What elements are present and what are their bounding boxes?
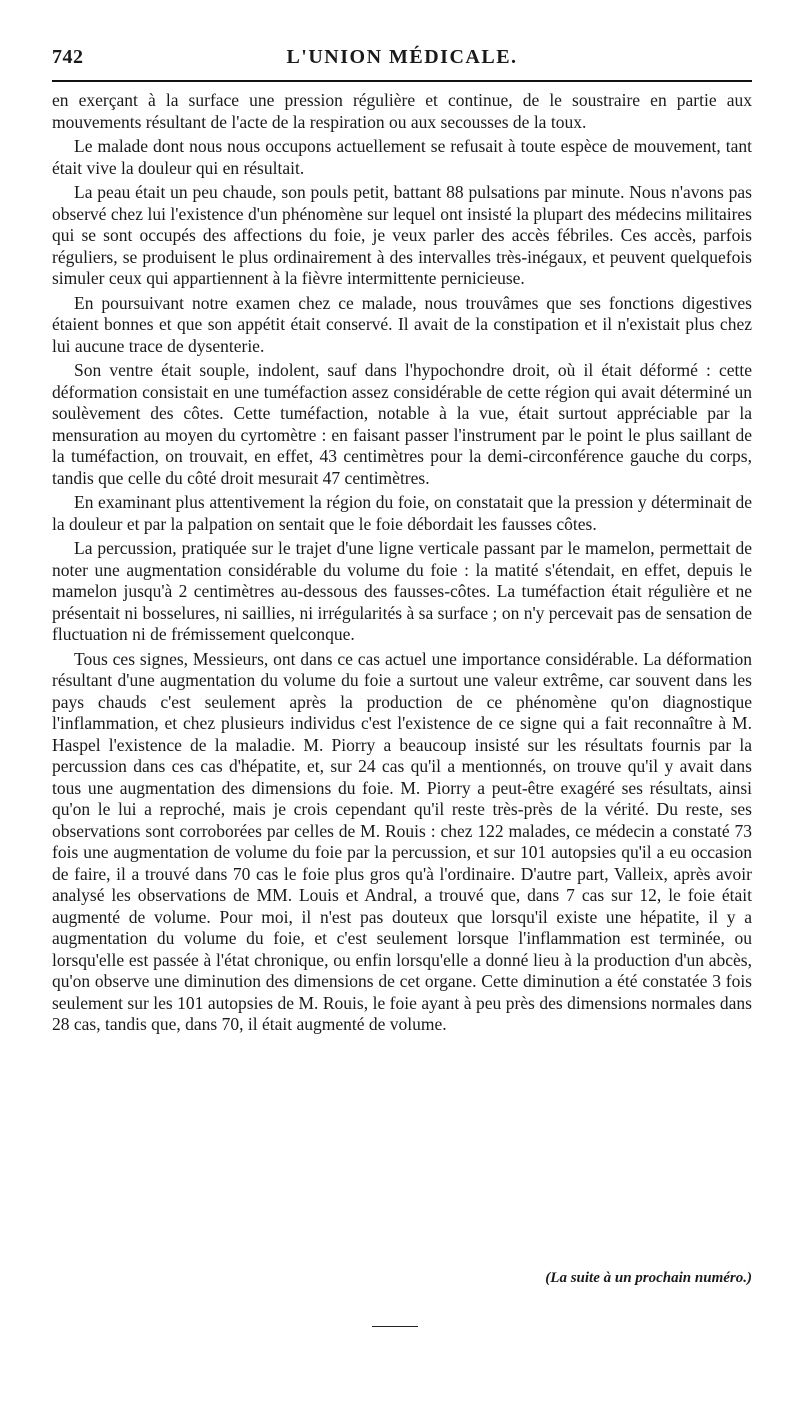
paragraph: Le malade dont nous nous occupons actuellement se refusait à toute espèce de mouvement, tant était vive la douleur qui en résultait.	[52, 136, 752, 178]
paragraph: en exerçant à la surface une pression régulière et continue, de le soustraire en partie aux mouvements résultant de l'acte de la respiration ou aux secousses de la toux.	[52, 90, 752, 132]
page-header	[52, 44, 752, 76]
paragraph: Son ventre était souple, indolent, sauf dans l'hypochondre droit, où il était déformé : cette déformation consistait en une tuméfaction assez considérable de cette région qui avait déterminé un soulèvement des côtes. Cette tuméfaction, notable à la vue, était surtout appréciable par la mensuration au moyen du cyrtomètre : en faisant passer l'instrument par le point le plus saillant de la tuméfaction, on trouvait, en effet, 43 centimètres pour la demi-circonférence gauche du corps, tandis que celle du côté droit mesurait 47 centimètres.	[52, 360, 752, 488]
header-rule	[52, 80, 752, 82]
continuation-note: (La suite à un prochain numéro.)	[545, 1270, 752, 1286]
paragraph: En poursuivant notre examen chez ce malade, nous trouvâmes que ses fonctions digestives étaient bonnes et que son appétit était conservé. Il avait de la constipation et il n'existait plus chez lui aucune trace de dysenterie.	[52, 292, 752, 356]
running-title: L'UNION MÉDICALE.	[286, 46, 518, 68]
body-text	[52, 90, 752, 1039]
paragraph: La percussion, pratiquée sur le trajet d'une ligne verticale passant par le mamelon, permettait de noter une augmentation considérable du volume du foie : la matité s'étendait, en effet, depuis le mamelon jusqu'à 2 centimètres au-dessous des fausses-côtes. La tuméfaction était régulière et ne présentait ni bosselures, ni saillies, ni irrégularités à sa surface ; on n'y percevait pas de sensation de fluctuation ni de frémissement quelconque.	[52, 538, 752, 644]
page-number: 742	[52, 46, 84, 68]
paragraph: La peau était un peu chaude, son pouls petit, battant 88 pulsations par minute. Nous n'avons pas observé chez lui l'existence d'un phénomène sur lequel ont insisté la plupart des médecins militaires qui se sont occupés des affections du foie, je veux parler des accès fébriles. Ces accès, parfois réguliers, se produisent le plus ordinairement à des intervalles très-inégaux, et peuvent quelquefois simuler ceux qui appartiennent à la fièvre intermittente pernicieuse.	[52, 182, 752, 288]
end-rule	[372, 1326, 418, 1327]
paragraph: En examinant plus attentivement la région du foie, on constatait que la pression y déterminait de la douleur et par la palpation on sentait que le foie débordait les fausses côtes.	[52, 492, 752, 534]
paragraph: Tous ces signes, Messieurs, ont dans ce cas actuel une importance considérable. La déformation résultant d'une augmentation du volume du foie a surtout une valeur extrême, car souvent dans les pays chauds c'est seulement après la production de ce phénomène qu'on diagnostique l'inflammation, et chez plusieurs individus c'est l'existence de ce signe qui a fait reconnaître à M. Haspel l'existence de la maladie. M. Piorry a beaucoup insisté sur les résultats fournis par la percussion dans ces cas d'hépatite, et, sur 24 cas qu'il a mentionnés, on trouve qu'il y avait dans tous une augmentation des dimensions du foie. M. Piorry a peut-être exagéré ses résultats, ainsi qu'on le lui a reproché, mais je crois cependant qu'il reste très-près de la vérité. Du reste, ses observations sont corroborées par celles de M. Rouis : chez 122 malades, ce médecin a constaté 73 fois une augmentation de volume du foie par la percussion, et sur 101 autopsies qu'il a eu occasion de faire, il a trouvé dans 70 cas le foie plus gros qu'à l'ordinaire. D'autre part, Valleix, après avoir analysé les observations de MM. Louis et Andral, a trouvé que, dans 7 cas sur 12, le foie était augmenté de volume. Pour moi, il n'est pas douteux que lorsqu'il existe une hépatite, il y a augmentation du volume du foie, et c'est seulement lorsque l'inflammation est terminée, ou lorsqu'elle est passée à l'état chronique, ou enfin lorsqu'elle a donné lieu à la production d'un abcès, qu'on observe une diminution des dimensions de cet organe. Cette diminution a été constatée 3 fois seulement sur les 101 autopsies de M. Rouis, le foie ayant à peu près des dimensions normales dans 28 cas, tandis que, dans 70, il était augmenté de volume.	[52, 648, 752, 1034]
